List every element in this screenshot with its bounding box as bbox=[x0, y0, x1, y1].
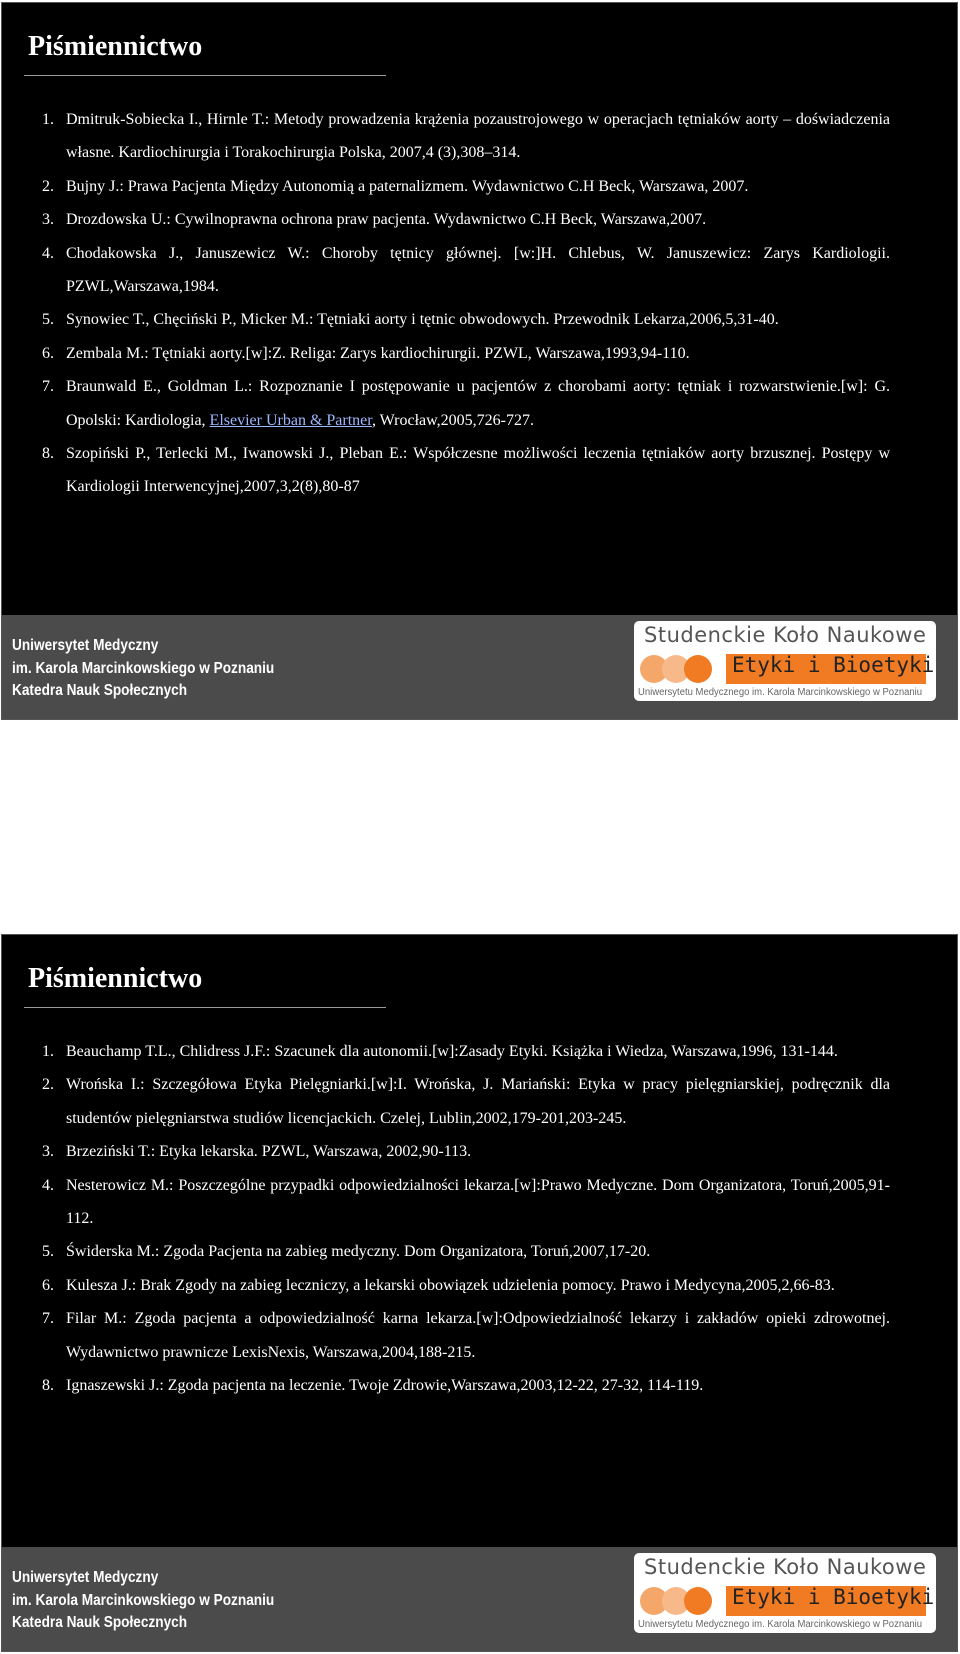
logo-line-3: Uniwersytetu Medycznego im. Karola Marcinkowskiego w Poznaniu bbox=[638, 1619, 923, 1630]
logo-line-1: Studenckie Koło Naukowe bbox=[644, 623, 927, 647]
reference-number: 2. bbox=[42, 177, 54, 195]
reference-number: 7. bbox=[42, 378, 54, 396]
reference-item bbox=[42, 1169, 890, 1236]
reference-text: Filar M.: Zgoda pacjenta a odpowiedzialność karna lekarza.[w]:Odpowiedzialność lekarzy i zakładów opieki zdrowotnej. Wydawnictwo prawnicze LexisNexis, Warszawa,2004,188-215. bbox=[66, 1310, 890, 1361]
reference-text: Ignaszewski J.: Zgoda pacjenta na leczenie. Twoje Zdrowie,Warszawa,2003,12-22, 27-32, 114-119. bbox=[66, 1377, 704, 1395]
reference-number: 8. bbox=[42, 445, 54, 463]
reference-number: 5. bbox=[42, 311, 54, 329]
reference-text: , Wrocław,2005,726-727. bbox=[371, 411, 534, 429]
reference-number: 6. bbox=[42, 1276, 54, 1294]
reference-item bbox=[42, 370, 890, 437]
reference-number: 7. bbox=[42, 1310, 54, 1328]
slide-footer bbox=[2, 615, 957, 719]
reference-text: Nesterowicz M.: Poszczególne przypadki odpowiedzialności lekarza.[w]:Prawo Medyczne. Dom Organizatora, Toruń,2005,91-112. bbox=[66, 1176, 890, 1228]
university-line: Uniwersytet Medyczny bbox=[12, 1569, 159, 1586]
reference-number: 1. bbox=[42, 1043, 54, 1060]
publisher-link[interactable]: Elsevier Urban & Partner bbox=[209, 411, 372, 429]
reference-text: Szopiński P., Terlecki M., Iwanowski J., Pleban E.: Współczesne możliwości leczenia tętniaków aorty brzusznej. Postępy w Kardiologii Interwencyjnej,2007,3,2(8),80-87 bbox=[66, 445, 890, 496]
university-line: im. Karola Marcinkowskiego w Poznaniu bbox=[12, 659, 275, 677]
reference-list bbox=[42, 1035, 890, 1402]
reference-item bbox=[42, 1302, 890, 1369]
title-divider bbox=[24, 75, 386, 76]
logo-line-2: Etyki i Bioetyki bbox=[732, 653, 935, 677]
reference-text: Zembala M.: Tętniaki aorty.[w]:Z. Religa: Zarys kardiochirurgii. PZWL, Warszawa,1993,94-110. bbox=[66, 344, 690, 362]
logo-line-3: Uniwersytetu Medycznego im. Karola Marcinkowskiego w Poznaniu bbox=[638, 687, 923, 698]
reference-number: 1. bbox=[42, 111, 54, 128]
university-line: im. Karola Marcinkowskiego w Poznaniu bbox=[12, 1591, 275, 1609]
university-name bbox=[12, 635, 274, 703]
logo-line-1: Studenckie Koło Naukowe bbox=[644, 1555, 927, 1579]
reference-item bbox=[42, 103, 890, 170]
student-club-logo bbox=[634, 1553, 936, 1633]
logo-line-2: Etyki i Bioetyki bbox=[732, 1585, 935, 1609]
reference-text: Chodakowska J., Januszewicz W.: Choroby tętnicy głównej. [w:]H. Chlebus, W. Januszewicz: Zarys Kardiologii. PZWL,Warszawa,1984. bbox=[66, 244, 890, 296]
reference-item bbox=[42, 1369, 890, 1402]
reference-number: 3. bbox=[42, 211, 54, 229]
title-divider bbox=[24, 1007, 386, 1008]
reference-item bbox=[42, 303, 890, 336]
reference-text: Brzeziński T.: Etyka lekarska. PZWL, Warszawa, 2002,90-113. bbox=[66, 1143, 472, 1161]
reference-number: 6. bbox=[42, 344, 54, 362]
slide-footer bbox=[2, 1547, 957, 1651]
reference-text: Braunwald E., Goldman L.: Rozpoznanie I postępowanie u pacjentów z chorobami aorty: tętniak i rozwarstwienie.[w]: G. Opolski: Kardiologia, bbox=[66, 378, 890, 429]
reference-item bbox=[42, 1235, 890, 1268]
reference-item bbox=[42, 437, 890, 504]
reference-number: 4. bbox=[42, 1176, 54, 1194]
reference-item bbox=[42, 1035, 890, 1068]
student-club-logo bbox=[634, 621, 936, 701]
reference-number: 8. bbox=[42, 1377, 54, 1395]
reference-list bbox=[42, 103, 890, 504]
reference-text: Świderska M.: Zgoda Pacjenta na zabieg medyczny. Dom Organizatora, Toruń,2007,17-20. bbox=[66, 1243, 651, 1261]
reference-number: 5. bbox=[42, 1243, 54, 1261]
reference-item bbox=[42, 1068, 890, 1135]
reference-item bbox=[42, 237, 890, 304]
reference-text: Beauchamp T.L., Chlidress J.F.: Szacunek dla autonomii.[w]:Zasady Etyki. Książka i Wiedza, Warszawa,1996, 131-144. bbox=[66, 1043, 838, 1060]
university-line: Katedra Nauk Społecznych bbox=[12, 682, 188, 699]
reference-number: 4. bbox=[42, 244, 54, 262]
university-name bbox=[12, 1567, 274, 1635]
reference-text: Kulesza J.: Brak Zgody na zabieg leczniczy, a lekarski obowiązek udzielenia pomocy. Prawo i Medycyna,2005,2,66-83. bbox=[66, 1276, 835, 1294]
reference-item bbox=[42, 337, 890, 370]
slide-2 bbox=[1, 934, 958, 1652]
slide-1 bbox=[1, 2, 958, 720]
university-line: Uniwersytet Medyczny bbox=[12, 637, 159, 654]
slide-title: Piśmiennictwo bbox=[28, 963, 203, 994]
reference-number: 3. bbox=[42, 1143, 54, 1161]
reference-item bbox=[42, 1135, 890, 1168]
university-line: Katedra Nauk Społecznych bbox=[12, 1614, 188, 1631]
slide-title: Piśmiennictwo bbox=[28, 31, 203, 62]
reference-item bbox=[42, 170, 890, 203]
reference-text: Synowiec T., Chęciński P., Micker M.: Tętniaki aorty i tętnic obwodowych. Przewodnik Lekarza,2006,5,31-40. bbox=[66, 311, 779, 329]
reference-item bbox=[42, 1269, 890, 1302]
reference-text: Dmitruk-Sobiecka I., Hirnle T.: Metody prowadzenia krążenia pozaustrojowego w operacjach tętniaków aorty – doświadczenia własne. Kardiochirurgia i Torakochirurgia Polska, 2007,4 (3),308–314. bbox=[66, 111, 890, 162]
reference-text: Wrońska I.: Szczegółowa Etyka Pielęgniarki.[w]:I. Wrońska, J. Mariański: Etyka w pracy pielęgniarskiej, podręcznik dla studentów pielęgniarstwa studiów licencjackich. Czelej, Lublin,2002,179-201,203-245. bbox=[66, 1076, 890, 1127]
reference-text: Bujny J.: Prawa Pacjenta Między Autonomią a paternalizmem. Wydawnictwo C.H Beck, Warszawa, 2007. bbox=[66, 177, 749, 195]
reference-item bbox=[42, 203, 890, 236]
reference-number: 2. bbox=[42, 1076, 54, 1094]
reference-text: Drozdowska U.: Cywilnoprawna ochrona praw pacjenta. Wydawnictwo C.H Beck, Warszawa,2007. bbox=[66, 211, 707, 229]
